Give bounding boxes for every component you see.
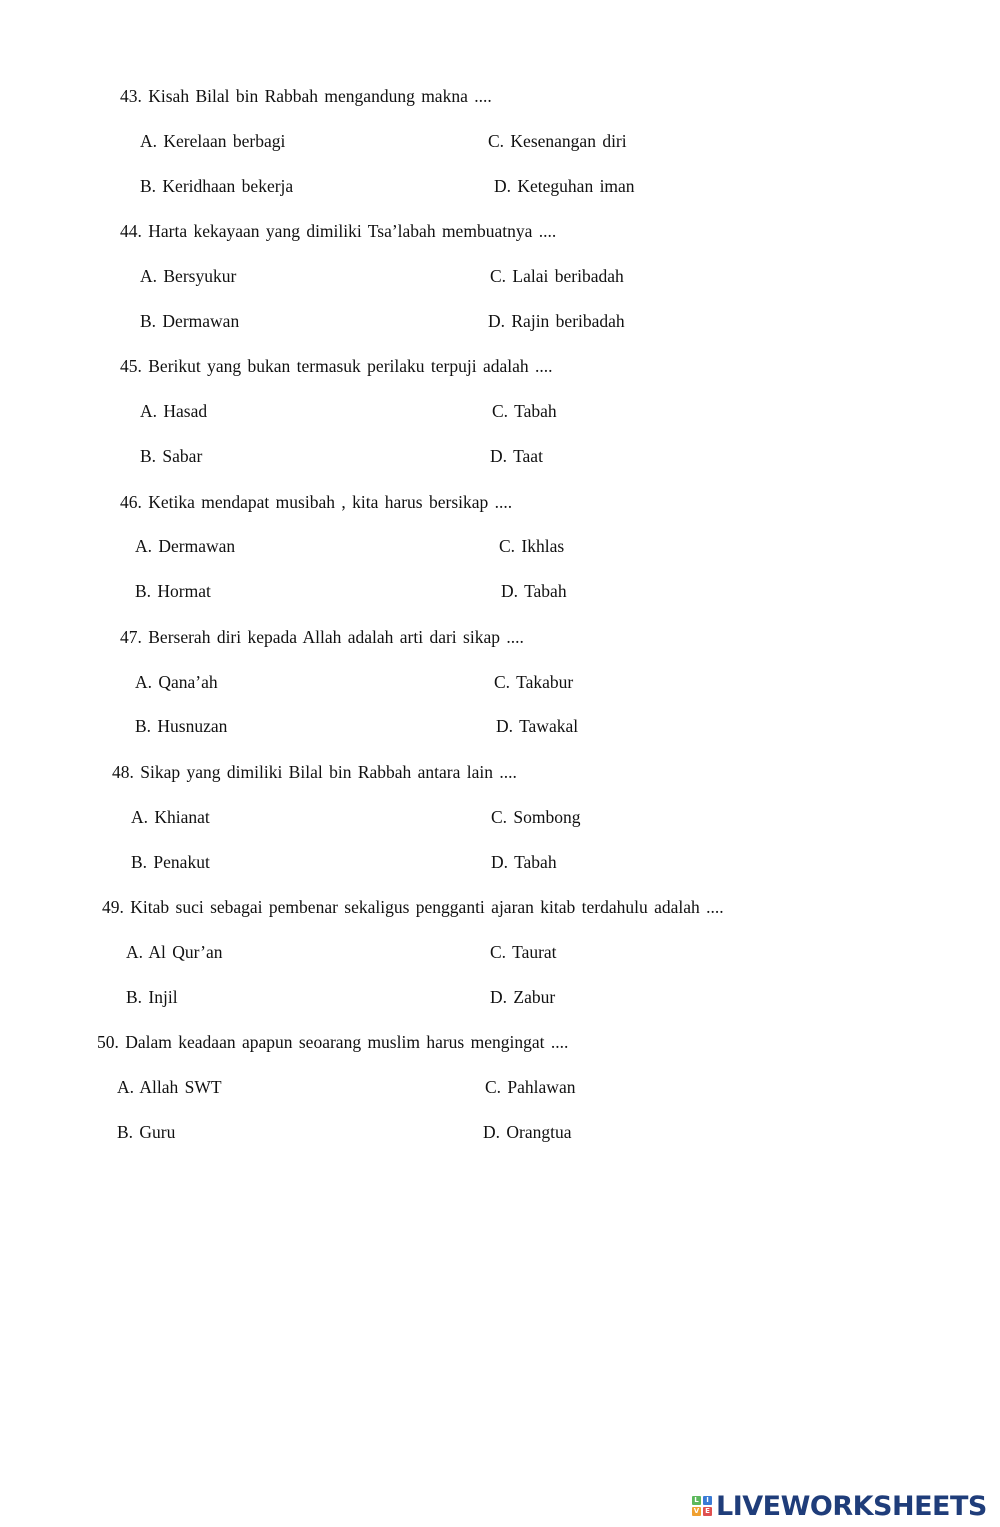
question-47: 47. Berserah diri kepada Allah adalah arti dari sikap .... bbox=[120, 627, 524, 647]
option-44-c[interactable]: C. Lalai beribadah bbox=[490, 266, 624, 286]
question-49: 49. Kitab suci sebagai pembenar sekaligus pengganti ajaran kitab terdahulu adalah .... bbox=[102, 897, 724, 917]
option-43-d[interactable]: D. Keteguhan iman bbox=[494, 176, 635, 196]
option-44-a[interactable]: A. Bersyukur bbox=[140, 266, 237, 286]
question-50: 50. Dalam keadaan apapun seoarang muslim harus mengingat .... bbox=[97, 1032, 569, 1052]
liveworksheets-logo-icon bbox=[692, 1496, 712, 1516]
logo-icon-l: L bbox=[692, 1496, 701, 1505]
brand-name: LIVEWORKSHEETS bbox=[716, 1490, 987, 1522]
option-44-b[interactable]: B. Dermawan bbox=[140, 311, 240, 331]
option-47-b[interactable]: B. Husnuzan bbox=[135, 716, 228, 736]
option-48-b[interactable]: B. Penakut bbox=[131, 852, 210, 872]
option-49-d[interactable]: D. Zabur bbox=[490, 987, 556, 1007]
option-48-c[interactable]: C. Sombong bbox=[491, 807, 581, 827]
option-43-a[interactable]: A. Kerelaan berbagi bbox=[140, 131, 286, 151]
liveworksheets-logo bbox=[692, 1486, 987, 1526]
question-46: 46. Ketika mendapat musibah , kita harus bersikap .... bbox=[120, 492, 513, 512]
option-48-a[interactable]: A. Khianat bbox=[131, 807, 210, 827]
question-48: 48. Sikap yang dimiliki Bilal bin Rabbah antara lain .... bbox=[112, 762, 517, 782]
option-43-c[interactable]: C. Kesenangan diri bbox=[488, 131, 627, 151]
option-46-b[interactable]: B. Hormat bbox=[135, 581, 211, 601]
option-46-d[interactable]: D. Tabah bbox=[501, 581, 567, 601]
option-49-a[interactable]: A. Al Qur’an bbox=[126, 942, 223, 962]
option-45-d[interactable]: D. Taat bbox=[490, 446, 543, 466]
question-43: 43. Kisah Bilal bin Rabbah mengandung makna .... bbox=[120, 86, 492, 106]
logo-icon-v: V bbox=[693, 1507, 700, 1515]
logo-icon-i: I bbox=[703, 1496, 712, 1505]
option-50-c[interactable]: C. Pahlawan bbox=[485, 1077, 576, 1097]
option-47-c[interactable]: C. Takabur bbox=[494, 672, 574, 692]
logo-icon-e: E bbox=[703, 1507, 712, 1516]
option-45-c[interactable]: C. Tabah bbox=[492, 401, 557, 421]
option-46-c[interactable]: C. Ikhlas bbox=[499, 536, 565, 556]
option-50-b[interactable]: B. Guru bbox=[117, 1122, 176, 1142]
option-45-b[interactable]: B. Sabar bbox=[140, 446, 203, 466]
question-44: 44. Harta kekayaan yang dimiliki Tsa’labah membuatnya .... bbox=[120, 221, 557, 241]
option-47-d[interactable]: D. Tawakal bbox=[496, 716, 579, 736]
option-50-d[interactable]: D. Orangtua bbox=[483, 1122, 572, 1142]
question-45: 45. Berikut yang bukan termasuk perilaku terpuji adalah .... bbox=[120, 356, 553, 376]
option-46-a[interactable]: A. Dermawan bbox=[135, 536, 236, 556]
option-43-b[interactable]: B. Keridhaan bekerja bbox=[140, 176, 294, 196]
option-49-c[interactable]: C. Taurat bbox=[490, 942, 557, 962]
option-44-d[interactable]: D. Rajin beribadah bbox=[488, 311, 625, 331]
option-47-a[interactable]: A. Qana’ah bbox=[135, 672, 218, 692]
option-45-a[interactable]: A. Hasad bbox=[140, 401, 208, 421]
option-50-a[interactable]: A. Allah SWT bbox=[117, 1077, 222, 1097]
option-49-b[interactable]: B. Injil bbox=[126, 987, 178, 1007]
option-48-d[interactable]: D. Tabah bbox=[491, 852, 557, 872]
